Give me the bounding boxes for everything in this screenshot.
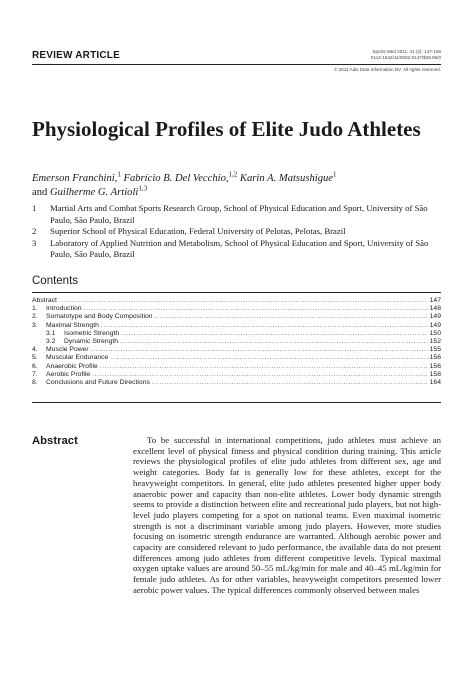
toc-entry-label: Aerobic Profile bbox=[46, 370, 91, 378]
toc-entry-label: Muscle Power bbox=[46, 346, 89, 354]
toc-entry-label: Anaerobic Profile bbox=[46, 362, 98, 370]
author-affiliation-marker: 1,2 bbox=[228, 170, 238, 179]
journal-citation-line: Sports Med 2011; 41 (2): 147-166 bbox=[372, 49, 441, 54]
article-title: Physiological Profiles of Elite Judo Athletes bbox=[32, 117, 421, 141]
author-affiliation-marker: 1 bbox=[117, 170, 121, 179]
toc-entry[interactable] bbox=[32, 305, 441, 313]
affiliation-text: Martial Arts and Combat Sports Research Group, School of Physical Education and Sport, University of São Paulo, São Paulo, Brazil bbox=[50, 203, 428, 225]
toc-entry-page: 150 bbox=[429, 329, 441, 337]
toc-entry-number: 5. bbox=[32, 354, 38, 362]
author-affiliation-marker: 1 bbox=[333, 170, 337, 179]
author-list bbox=[32, 172, 432, 200]
toc-entry-number: 1. bbox=[32, 305, 38, 313]
toc-entry[interactable] bbox=[32, 379, 441, 387]
toc-entry-label: Abstract bbox=[32, 297, 57, 304]
toc-entry-label: Introduction bbox=[46, 305, 82, 313]
toc-entry-page: 156 bbox=[429, 362, 441, 370]
toc-entry-page: 148 bbox=[429, 305, 441, 313]
toc-entry-page: 155 bbox=[429, 346, 441, 354]
toc-entry-label: Muscular Endurance bbox=[46, 354, 109, 362]
author-conjunction: and bbox=[32, 187, 50, 198]
toc-leader-dots bbox=[91, 346, 428, 354]
affiliation-item bbox=[32, 203, 442, 226]
affiliation-number: 3 bbox=[32, 237, 37, 248]
toc-entry-page: 149 bbox=[429, 313, 441, 321]
toc-entry-page: 158 bbox=[429, 370, 441, 378]
affiliation-item bbox=[32, 238, 442, 261]
toc-entry[interactable] bbox=[32, 363, 441, 371]
toc-leader-dots bbox=[101, 322, 428, 330]
toc-entry-page: 149 bbox=[429, 321, 441, 329]
author-affiliation-marker: 1,3 bbox=[138, 184, 148, 193]
toc-leader-dots bbox=[152, 379, 428, 387]
affiliation-number: 1 bbox=[32, 203, 37, 213]
affiliation-text: Superior School of Physical Education, Federal University of Pelotas, Pelotas, Brazil bbox=[50, 226, 346, 237]
toc-entry[interactable] bbox=[32, 313, 441, 321]
toc-entry-label: Conclusions and Future Directions bbox=[46, 378, 150, 386]
affiliation-item bbox=[32, 226, 442, 238]
author-name: Guilherme G. Artioli bbox=[49, 187, 139, 198]
author-name: Karin A. Matsushigue bbox=[237, 173, 334, 184]
toc-entry-page: 152 bbox=[429, 337, 441, 345]
toc-entry[interactable] bbox=[32, 322, 441, 330]
toc-entry-number: 7. bbox=[32, 370, 38, 378]
toc-entry-page: 156 bbox=[429, 354, 441, 362]
journal-citation bbox=[371, 49, 441, 62]
toc-entry[interactable] bbox=[32, 371, 441, 379]
toc-entry[interactable] bbox=[32, 354, 441, 362]
contents-heading: Contents bbox=[32, 275, 79, 287]
toc-entry-label: Maximal Strength bbox=[46, 321, 99, 329]
toc-leader-dots bbox=[100, 363, 428, 371]
toc-leader-dots bbox=[155, 313, 428, 321]
toc-leader-dots bbox=[59, 297, 428, 305]
author-name: Fabrício B. Del Vecchio, bbox=[120, 173, 229, 184]
toc-entry-number: 3.1 bbox=[46, 329, 56, 337]
toc-entry-label: Dynamic Strength bbox=[64, 337, 119, 345]
author-name: Emerson Franchini, bbox=[32, 173, 118, 184]
toc-leader-dots bbox=[120, 338, 428, 346]
article-type-label: REVIEW ARTICLE bbox=[32, 50, 120, 61]
toc-entry-number: 2. bbox=[32, 313, 38, 321]
toc-leader-dots bbox=[121, 330, 428, 338]
toc-entry-number: 4. bbox=[32, 346, 38, 354]
toc-entry[interactable] bbox=[32, 346, 441, 354]
toc-entry-label: Somatotype and Body Composition bbox=[46, 313, 153, 321]
affiliation-list bbox=[32, 203, 442, 261]
toc-entry[interactable] bbox=[32, 297, 441, 305]
toc-leader-dots bbox=[92, 371, 427, 379]
abstract-heading: Abstract bbox=[32, 435, 78, 447]
toc-entry[interactable] bbox=[32, 338, 441, 346]
table-of-contents bbox=[32, 297, 441, 387]
toc-leader-dots bbox=[110, 354, 427, 362]
copyright-notice: © 2011 Adis Data Information BV. All rights reserved. bbox=[333, 67, 441, 72]
toc-entry-page: 147 bbox=[429, 297, 441, 304]
toc-entry-label: Isometric Strength bbox=[64, 329, 120, 337]
issn-line: 0112-1642/11/0002-0147/$49.95/0 bbox=[370, 55, 441, 61]
toc-entry-number: 8. bbox=[32, 378, 38, 386]
toc-entry[interactable] bbox=[32, 330, 441, 338]
toc-entry-number: 6. bbox=[32, 362, 38, 370]
toc-entry-page: 164 bbox=[429, 378, 441, 386]
toc-entry-number: 3.2 bbox=[46, 337, 56, 345]
contents-bottom-divider bbox=[32, 402, 441, 403]
contents-top-divider bbox=[32, 292, 441, 293]
abstract-text: To be successful in international competitions, judo athletes must achieve an excellent level of physical fitness and physical condition during training. This article reviews the physiological profiles of elite judo athletes from different sex, age and weight categories. Body fat is generally low for these athletes, except for the heavyweight competitors. In general, elite judo athletes presented higher upper body anaerobic power and capacity than non-elite athletes. Lower body dynamic strength seems to provide a distinction between elite and recreational judo players, but not high-level judo players competing for a spot on national teams. Even maximal isometric strength is not a discriminant variable among judo players. However, more studies focusing on isometric strength endurance are warranted. Although aerobic power and capacity are considered relevant to judo performance, the available data do not present differences among judo athletes from different competitive levels. Typical maximal oxygen uptake values are around 50–55 mL/kg/min for male and 40–45 mL/kg/min for female judo athletes. As for other variables, heavyweight competitors presented lower aerobic power values. The typical differences commonly observed between males bbox=[133, 435, 441, 595]
affiliation-number: 2 bbox=[32, 226, 37, 237]
toc-entry-number: 3. bbox=[32, 321, 38, 329]
affiliation-text: Laboratory of Applied Nutrition and Metabolism, School of Physical Education and Sport, University of São Paulo, São Paulo, Brazil bbox=[50, 237, 429, 260]
header-divider bbox=[32, 64, 441, 65]
toc-leader-dots bbox=[84, 305, 428, 313]
